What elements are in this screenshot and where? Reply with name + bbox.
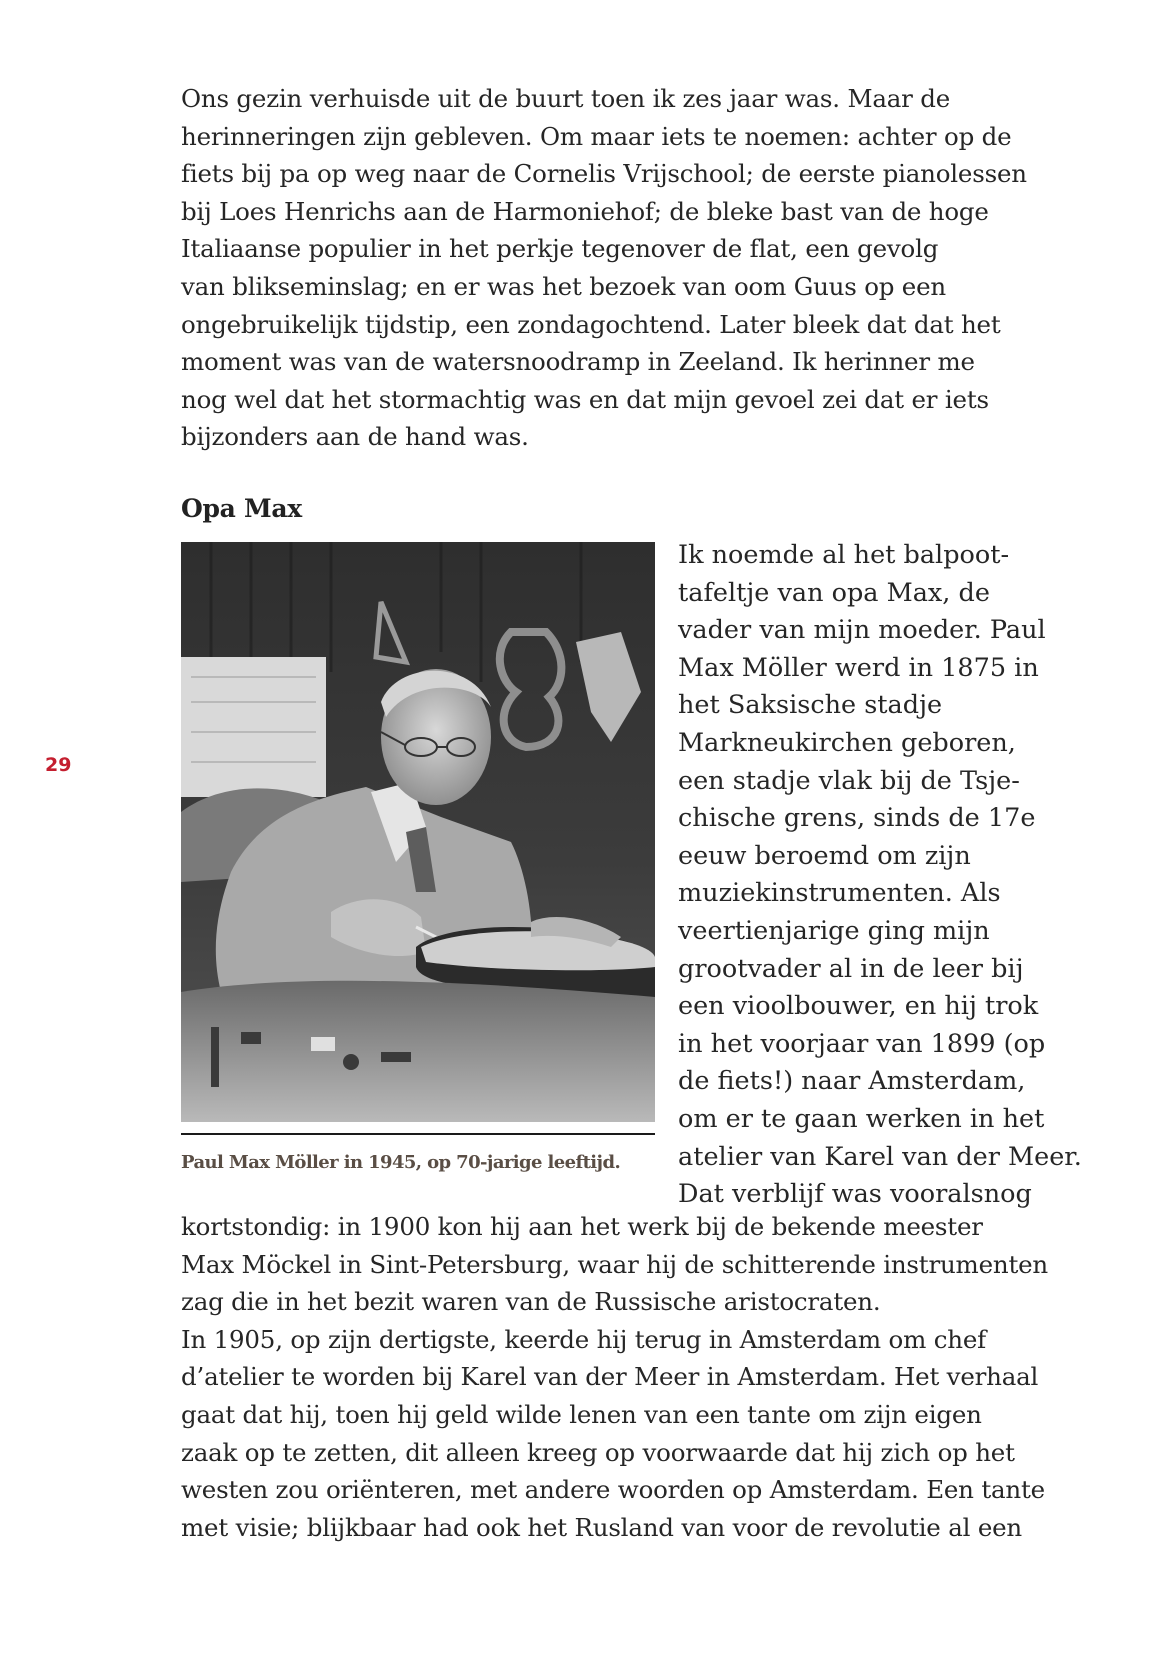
text-line: zag die in het bezit waren van de Russische aristocraten. (181, 1287, 881, 1317)
text-line: gaat dat hij, toen hij geld wilde lenen van een tante om zijn eigen (181, 1399, 982, 1429)
text-line: moment was van de watersnoodramp in Zeeland. Ik herinner me (181, 347, 975, 377)
text-line: bij Loes Henrichs aan de Harmoniehof; de bleke bast van de hoge (181, 196, 989, 226)
photo-image (181, 542, 655, 1122)
text-line: een stadje vlak bij de Tsje- (678, 765, 1020, 796)
text-line: fiets bij pa op weg naar de Cornelis Vrijschool; de eerste pianolessen (181, 159, 1027, 189)
text-line: met visie; blijkbaar had ook het Rusland van voor de revolutie al een (181, 1512, 1022, 1542)
text-line: het Saksische stadje (678, 690, 943, 721)
text-line: Max Möckel in Sint-Petersburg, waar hij de schitterende instrumenten (181, 1249, 1048, 1279)
text-line: Markneukirchen geboren, (678, 727, 1016, 758)
text-line: vader van mijn moeder. Paul (678, 615, 1046, 646)
section-heading: Opa Max (181, 494, 302, 523)
text-line: Ik noemde al het balpoot- (678, 540, 1010, 570)
text-line: In 1905, op zijn dertigste, keerde hij terug in Amsterdam om chef (181, 1324, 986, 1354)
continuation-paragraph (181, 1208, 1061, 1546)
text-line: westen zou oriënteren, met andere woorden op Amsterdam. Een tante (181, 1475, 1045, 1505)
text-line: een vioolbouwer, en hij trok (678, 991, 1039, 1022)
intro-paragraph (181, 80, 1061, 456)
text-line: veertienjarige ging mijn (678, 915, 990, 946)
page-number: 29 (45, 754, 72, 776)
text-line: ongebruikelijk tijdstip, een zondagochtend. Later bleek dat dat het (181, 309, 1001, 339)
text-line: kortstondig: in 1900 kon hij aan het werk bij de bekende meester (181, 1212, 983, 1241)
text-line: d’atelier te worden bij Karel van der Meer in Amsterdam. Het verhaal (181, 1362, 1039, 1392)
text-line: van blikseminslag; en er was het bezoek van oom Guus op een (181, 271, 946, 301)
text-line: om er te gaan werken in het (678, 1103, 1045, 1134)
text-line: in het voorjaar van 1899 (op (678, 1028, 1046, 1059)
text-line: Italiaanse populier in het perkje tegenover de flat, een gevolg (181, 234, 939, 264)
text-line: atelier van Karel van der Meer. (678, 1141, 1082, 1172)
text-line: herinneringen zijn gebleven. Om maar iets te noemen: achter op de (181, 121, 1012, 151)
text-line: nog wel dat het stormachtig was en dat mijn gevoel zei dat er iets (181, 384, 989, 414)
caption-divider (181, 1133, 655, 1135)
text-line: bijzonders aan de hand was. (181, 422, 529, 452)
text-line: zaak op te zetten, dit alleen kreeg op voorwaarde dat hij zich op het (181, 1437, 1015, 1467)
text-line: tafeltje van opa Max, de (678, 577, 990, 608)
photo-violin-maker (181, 542, 655, 1122)
text-line: de fiets!) naar Amsterdam, (678, 1066, 1026, 1097)
text-line: Ons gezin verhuisde uit de buurt toen ik zes jaar was. Maar de (181, 84, 951, 113)
photo-caption: Paul Max Möller in 1945, op 70-jarige leeftijd. (181, 1152, 621, 1173)
text-line: Dat verblijf was vooralsnog (678, 1179, 1032, 1210)
text-line: Max Möller werd in 1875 in (678, 652, 1039, 683)
text-line: muziekinstrumenten. Als (678, 878, 1001, 909)
side-column-text (678, 537, 1082, 1214)
text-line: eeuw beroemd om zijn (678, 840, 971, 871)
text-line: chische grens, sinds de 17e (678, 803, 1036, 834)
text-line: grootvader al in de leer bij (678, 953, 1024, 984)
